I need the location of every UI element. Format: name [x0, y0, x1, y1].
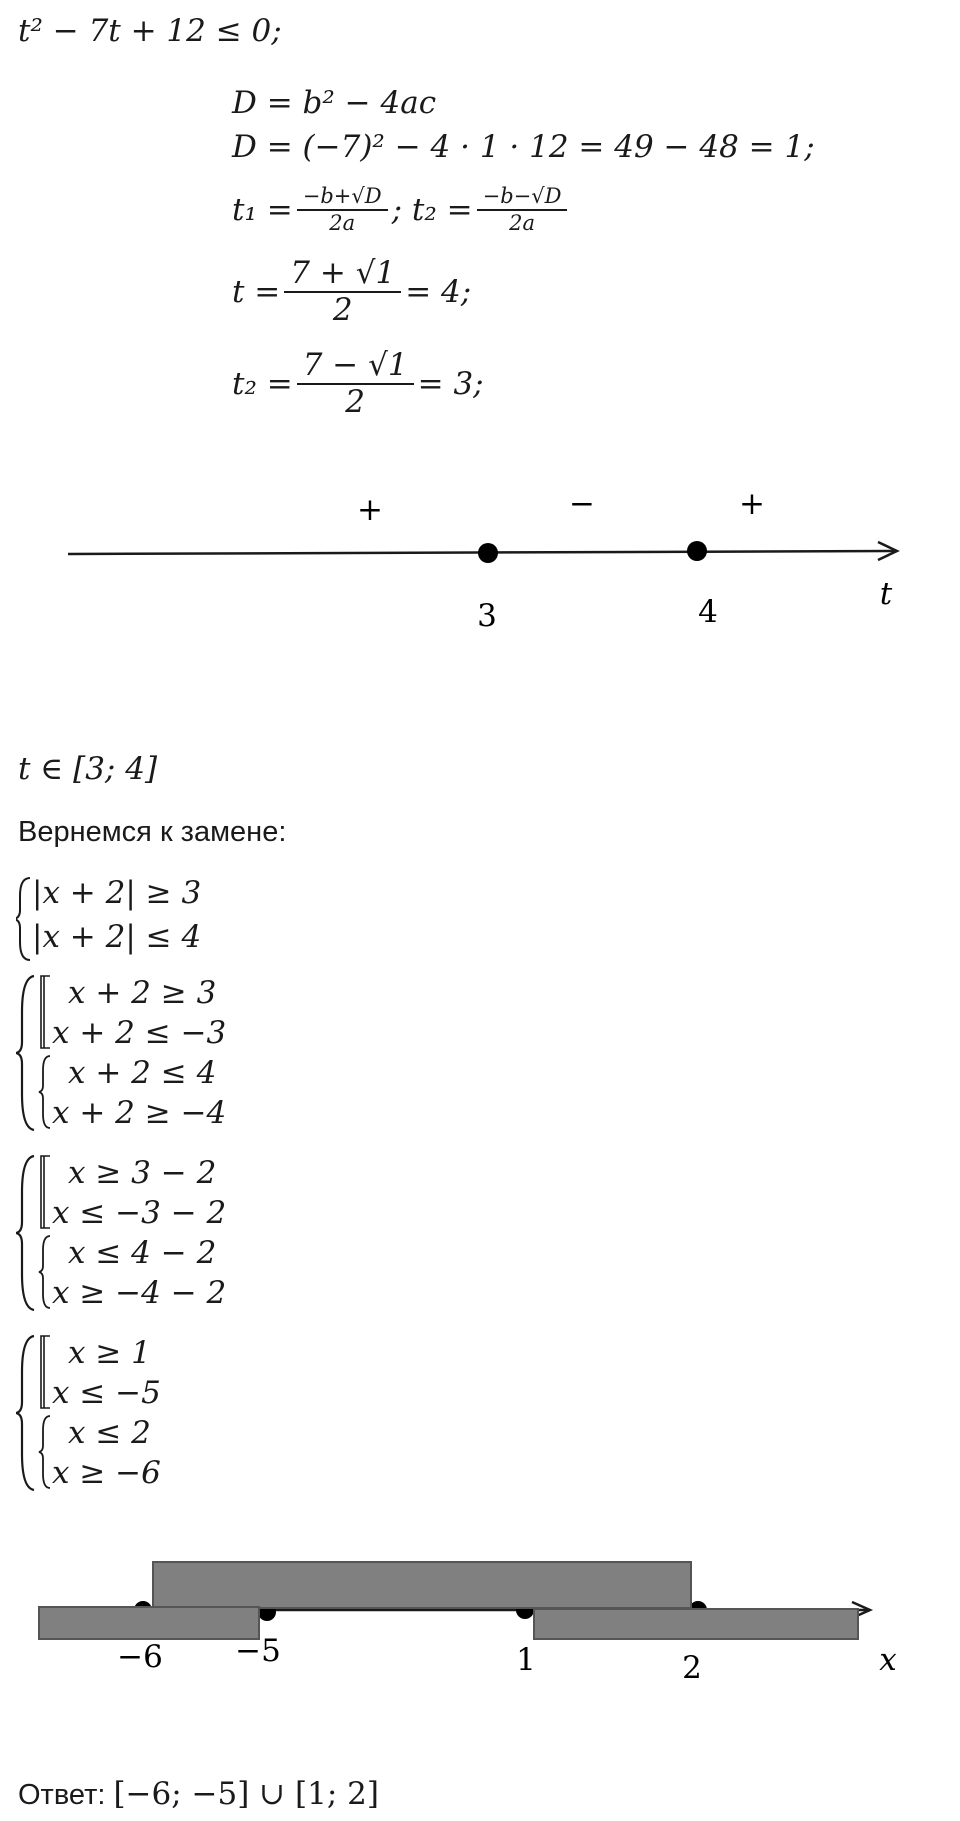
t-label-3: 3 [477, 598, 497, 634]
system-3-inner-brace [38, 1234, 52, 1310]
root2-left: t₂ = [232, 365, 293, 402]
number-line-t [0, 490, 960, 640]
system-3-outer-brace [16, 1152, 36, 1314]
system-3-row-3: x ≤ 4 − 2 [68, 1235, 217, 1271]
system-2-row-1: x + 2 ≥ 3 [68, 975, 217, 1011]
answer-value: [−6; −5] ∪ [1; 2] [113, 1776, 379, 1812]
root1-left: t = [232, 273, 281, 310]
root2-numerator: 7 − √1 [297, 350, 414, 385]
system-2-outer-brace [16, 972, 36, 1134]
system-4 [16, 1332, 336, 1494]
t-point-3 [478, 543, 498, 563]
system-3-square-bracket [38, 1154, 52, 1230]
t-sign-plus-left: + [357, 492, 383, 528]
system-3-row-2: x ≤ −3 − 2 [52, 1195, 227, 1231]
shade-bar-lower-left [39, 1607, 259, 1639]
t-axis-label: t [879, 576, 893, 612]
system-1 [16, 874, 336, 964]
main-inequality: t² − 7t + 12 ≤ 0; [18, 13, 282, 49]
system-2-row-2: x + 2 ≤ −3 [52, 1015, 227, 1051]
root1-right: = 4; [405, 273, 472, 310]
system-3 [16, 1152, 336, 1314]
t2-numerator: −b−√D [477, 186, 568, 211]
system-2-row-4: x + 2 ≥ −4 [52, 1095, 227, 1131]
t-label-4: 4 [698, 594, 718, 630]
t1-denominator: 2a [329, 211, 356, 235]
roots-general-formula [232, 186, 571, 234]
root2-fraction [297, 347, 414, 420]
number-line-x [0, 1550, 960, 1690]
x-label-minus5: −5 [235, 1633, 281, 1669]
system-4-outer-brace [16, 1332, 36, 1494]
system-2 [16, 972, 336, 1134]
x-label-2: 2 [682, 1650, 702, 1686]
answer-label: Ответ: [18, 1779, 106, 1811]
system-2-row-3: x + 2 ≤ 4 [68, 1055, 217, 1091]
x-axis-label: x [879, 1642, 897, 1678]
root2-right: = 3; [417, 365, 484, 402]
system-1-row-1: |x + 2| ≥ 3 [32, 875, 202, 911]
discriminant-formula: D = b² − 4ac [232, 85, 437, 121]
back-to-substitution-text: Вернемся к замене: [18, 816, 287, 848]
root1-calc [232, 255, 472, 328]
t2-label: ; t₂ = [391, 191, 473, 228]
system-4-row-2: x ≤ −5 [52, 1375, 161, 1411]
system-3-row-4: x ≥ −4 − 2 [52, 1275, 227, 1311]
x-label-1: 1 [516, 1642, 536, 1678]
system-4-row-4: x ≥ −6 [52, 1455, 161, 1491]
answer-line [18, 1776, 379, 1812]
system-3-row-1: x ≥ 3 − 2 [68, 1155, 217, 1191]
t1-label: t₁ = [232, 191, 293, 228]
shade-bar-upper [153, 1562, 691, 1608]
system-4-row-1: x ≥ 1 [68, 1335, 151, 1371]
discriminant-calc: D = (−7)² − 4 · 1 · 12 = 49 − 48 = 1; [232, 129, 815, 165]
root1-numerator: 7 + √1 [284, 258, 401, 293]
t1-fraction [297, 186, 388, 234]
system-1-row-2: |x + 2| ≤ 4 [32, 919, 202, 955]
system-4-row-3: x ≤ 2 [68, 1415, 151, 1451]
system-4-inner-brace [38, 1414, 52, 1490]
x-label-minus6: −6 [117, 1639, 163, 1675]
t-point-4 [687, 541, 707, 561]
shade-bar-lower-right [534, 1609, 858, 1639]
root2-calc [232, 347, 484, 420]
t2-denominator: 2a [509, 211, 535, 235]
system-2-square-bracket [38, 974, 52, 1050]
root1-denominator: 2 [332, 292, 353, 328]
system-2-inner-brace [38, 1054, 52, 1130]
interval-t: t ∈ [3; 4] [18, 751, 158, 787]
t1-numerator: −b+√D [297, 186, 388, 211]
root2-denominator: 2 [345, 384, 366, 420]
t2-fraction [477, 186, 568, 234]
t-sign-plus-right: + [739, 490, 765, 522]
system-4-square-bracket [38, 1334, 52, 1410]
root1-fraction [284, 255, 401, 328]
t-sign-minus: − [569, 490, 595, 522]
